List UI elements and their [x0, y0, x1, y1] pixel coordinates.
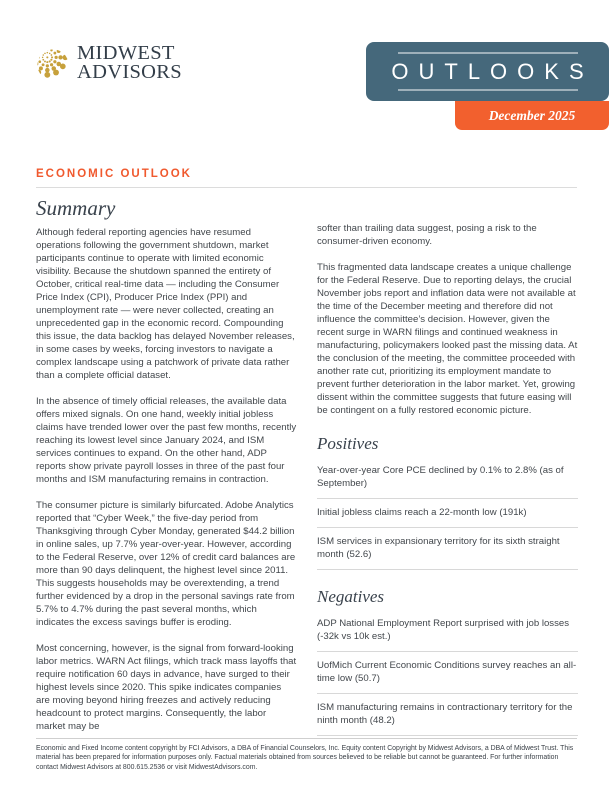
outlooks-banner: [366, 42, 609, 101]
positives-list: [317, 457, 578, 570]
right-column: [317, 222, 578, 736]
positive-item: ISM services in expansionary territory for its sixth straight month (52.6): [317, 528, 578, 570]
positive-item: Initial jobless claims reach a 22-month low (191k): [317, 499, 578, 528]
summary-paragraph-continued: softer than trailing data suggest, posing a risk to the consumer-driven economy.: [317, 223, 537, 247]
summary-paragraph: In the absence of timely official releases, the available data offers mixed signals. On one hand, weekly initial jobless claims have trended lower over the past few months, recently reaching its lowest level since January 2024, and ISM services continues to expand. On the other hand, ADP reports show private payroll losses in three of the past four months and ISM manufacturing remains in contraction.: [36, 396, 297, 485]
logo-word-midwest: MIDWEST: [77, 42, 175, 64]
date-tag: [455, 101, 609, 130]
summary-heading: Summary: [36, 196, 116, 220]
negative-item: UofMich Current Economic Conditions survey reaches an all-time low (50.7): [317, 652, 578, 694]
summary-paragraph: Although federal reporting agencies have resumed operations following the government shutdown, market participants continue to operate with limited economic visibility. Because the shutdown spanned the entirety of October, critical real-time data — including the Consumer Price Index (CPI), Producer Price Index (PPI) and unemployment rate — were never collected, creating an unprecedented gap in the economic record. Compounding this issue, the data backlog has delayed November releases, in some cases by weeks, forcing investors to navigate a complex landscape using a patchwork of private data rather than a complete official dataset.: [36, 227, 295, 381]
negatives-heading: Negatives: [317, 587, 385, 606]
date-tag-label: December 2025: [488, 107, 576, 123]
banner-rule-bottom: [398, 89, 578, 91]
negatives-list: [317, 610, 578, 736]
logo-wordmark: [77, 44, 182, 82]
logo-word-advisors: ADVISORS: [77, 60, 182, 83]
gold-globe-icon: [36, 45, 70, 83]
negative-item: ADP National Employment Report surprised with job losses (-32k vs 10k est.): [317, 610, 578, 652]
midwest-advisors-logo: [36, 44, 182, 83]
header-divider: [36, 187, 577, 188]
left-column: [36, 196, 297, 746]
negative-item: ISM manufacturing remains in contractionary territory for the ninth month (48.2): [317, 694, 578, 736]
section-heading: ECONOMIC OUTLOOK: [36, 168, 192, 180]
positive-item: Year-over-year Core PCE declined by 0.1% to 2.8% (as of September): [317, 457, 578, 499]
footer-disclaimer: Economic and Fixed Income content copyright by FCI Advisors, a DBA of Financial Counselors, Inc. Equity content Copyright by Midwest Advisors, a DBA of Midwest Trust. This material has been prepared for information purposes only. Factual materials obtained from sources believed to be reliable but cannot be guaranteed. For further information contact Midwest Advisors at 800.615.2536 or visit MidwestAdvisors.com.: [36, 745, 574, 771]
summary-paragraph: Most concerning, however, is the signal from forward-looking labor metrics. WARN Act filings, which track mass layoffs that require notification 60 days in advance, have surged to their highest levels since 2020. This spike indicates companies are moving beyond hiring freezes and actively reducing headcount to protect margins. Consequently, the labor market may be: [36, 643, 297, 732]
banner-title: OUTLOOKS: [391, 58, 594, 84]
footer-divider: [36, 738, 577, 739]
banner-rule-top: [398, 52, 578, 54]
positives-heading: Positives: [317, 434, 379, 453]
summary-paragraph: The consumer picture is similarly bifurcated. Adobe Analytics reported that “Cyber Week,” the five-day period from Thanksgiving through Cyber Monday, generated $44.2 billion in online sales, up 7.7% year-over-year. However, according to the Federal Reserve, over 12% of credit card balances are more than 90 days delinquent, the highest level since 2011. This suggests households may be overextending, a trend further evidenced by a drop in the personal savings rate from 5.7% to 4.7% during the past several months, which indicates the excess savings buffer is eroding.: [36, 500, 296, 628]
summary-paragraph: This fragmented data landscape creates a unique challenge for the Federal Reserve. Due to reporting delays, the crucial November jobs report and inflation data were not available at the time of the December meeting and therefore did not influence the committee’s decision. However, given the recent surge in WARN filings and continued weakness in manufacturing, policymakers looked past the missing data. At the conclusion of the meeting, the committee proceeded with another rate cut, prioritizing its employment mandate to prevent further deterioration in the labor market. Yet, growing dissent within the committee suggests that future easing will be contingent on a fully restored economic picture.: [317, 262, 578, 416]
